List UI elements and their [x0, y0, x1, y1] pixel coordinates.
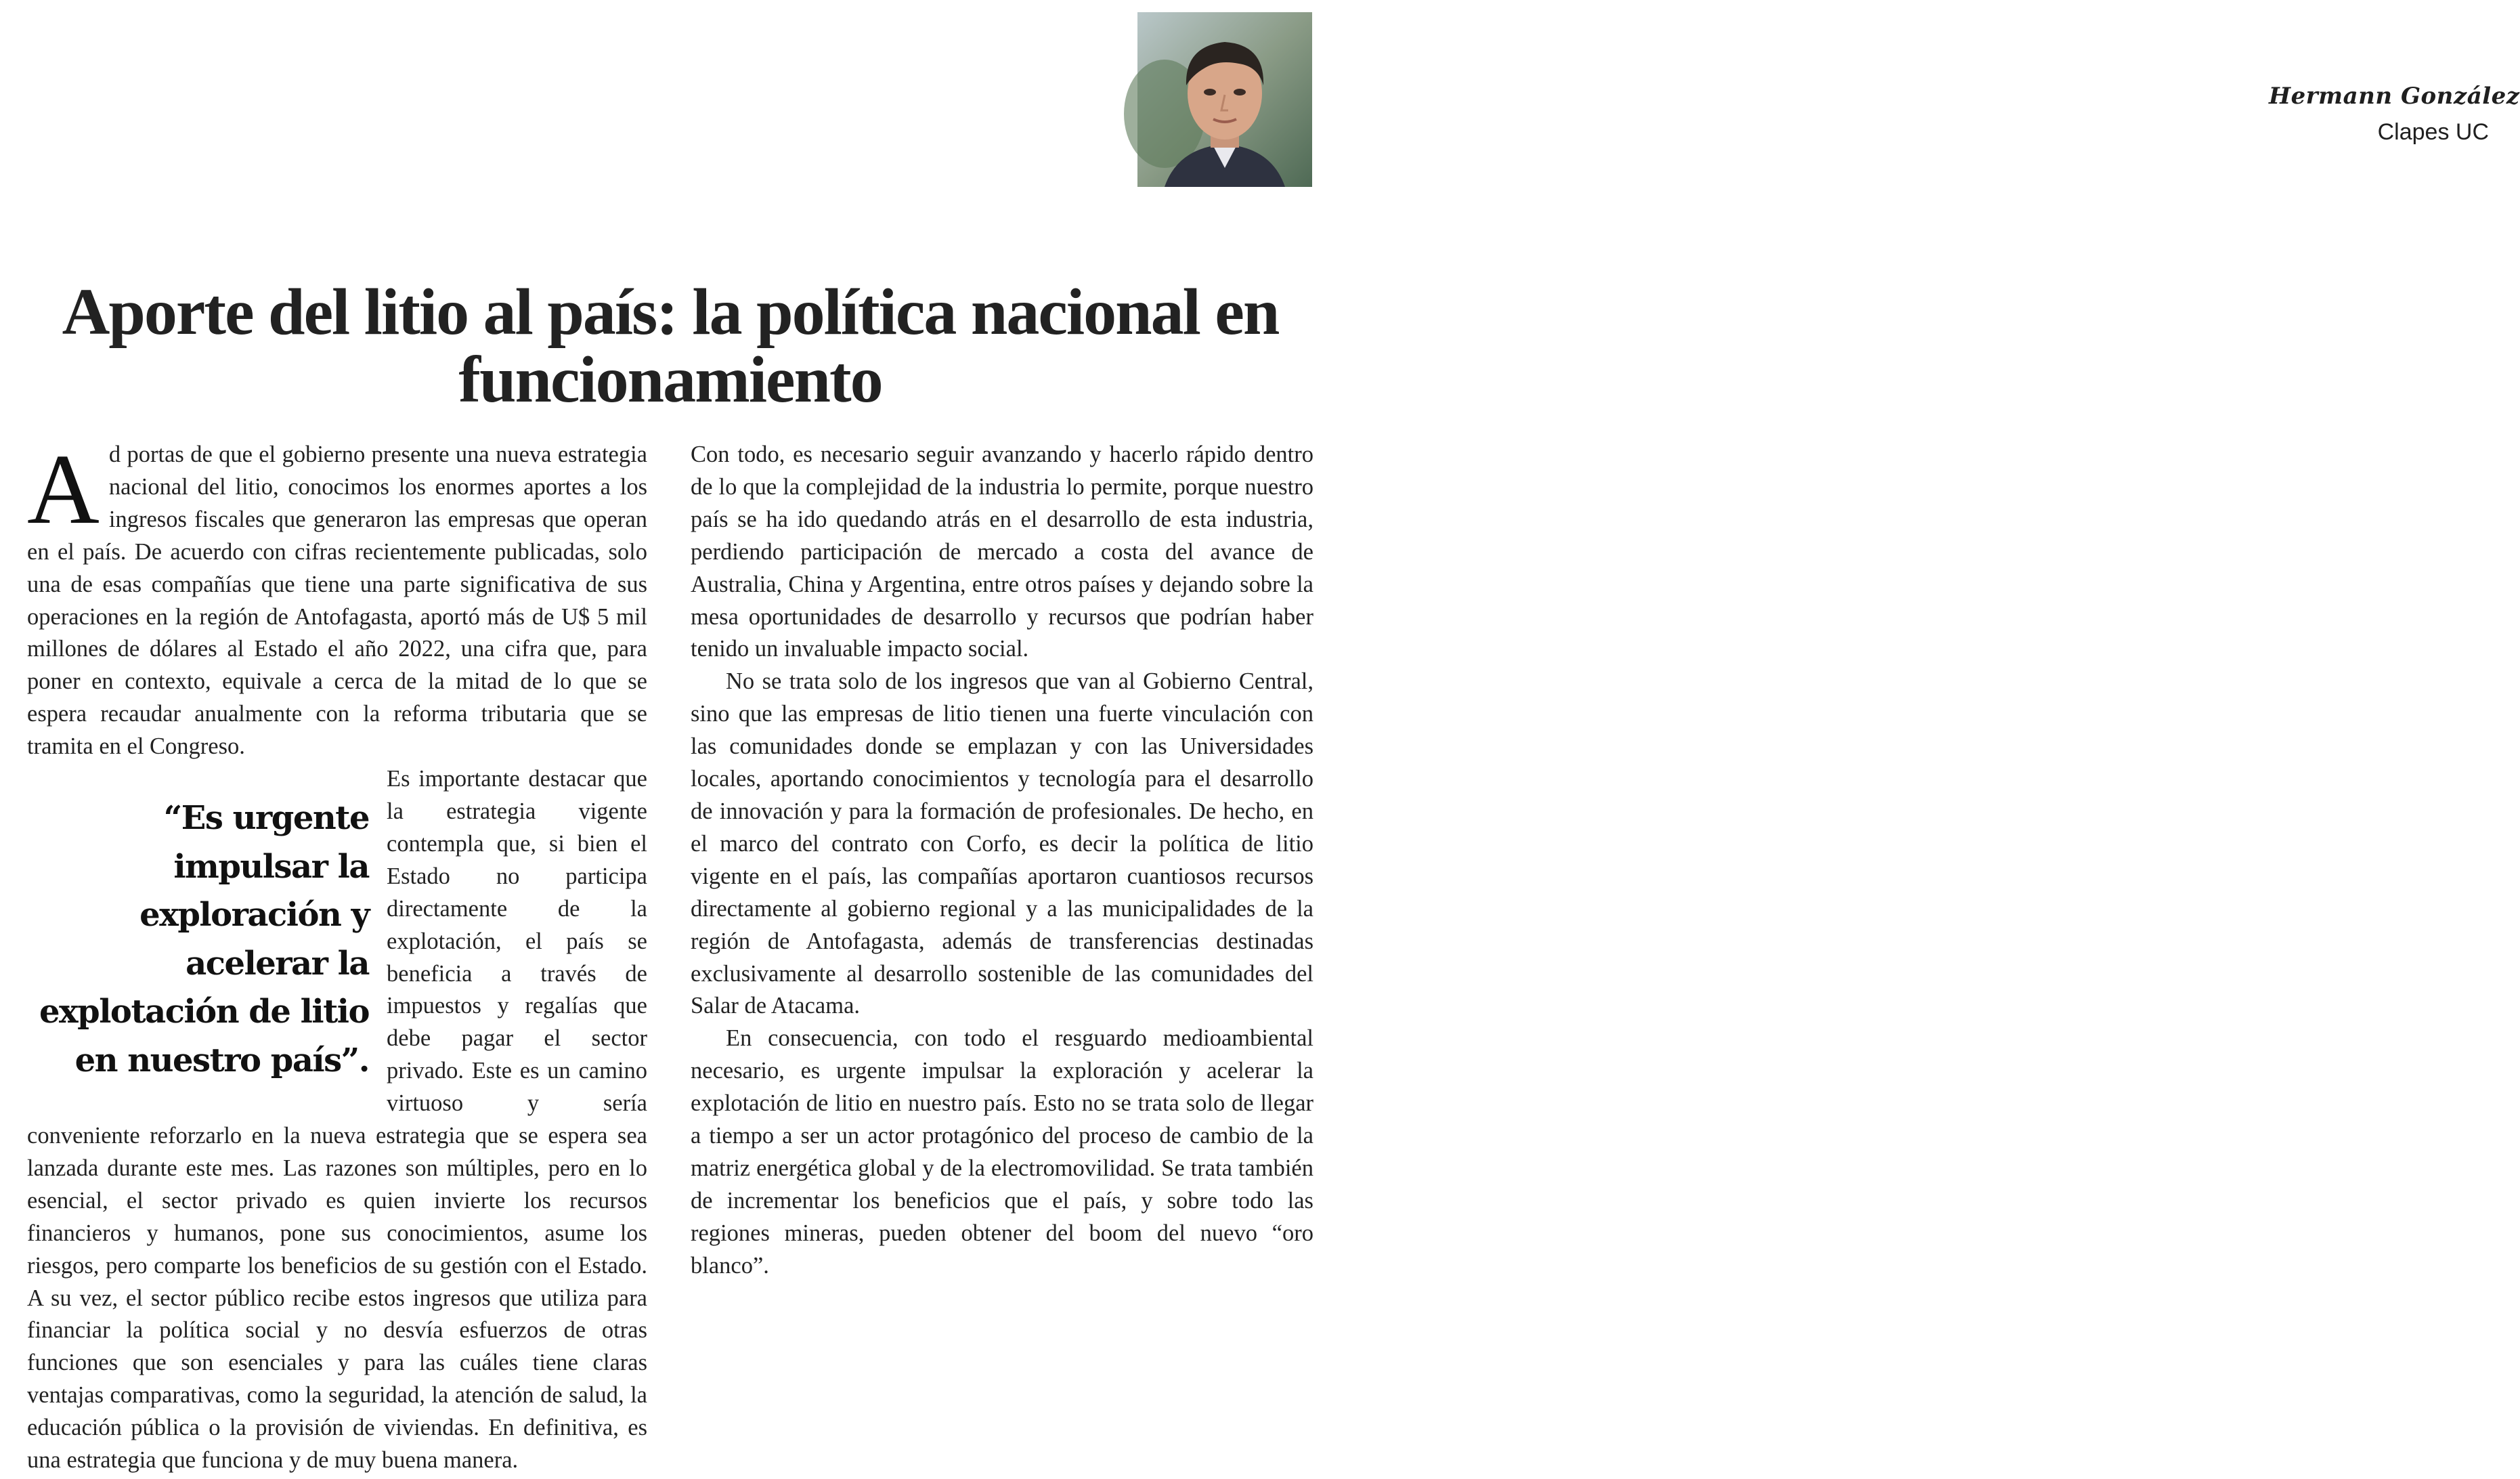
- paragraph-1: [27, 434, 647, 763]
- author-affiliation: Clapes UC: [2377, 119, 2489, 145]
- pull-quote: “Es urgente impulsar la exploración y acelerar la explotación de litio en nuestro país”.: [39, 799, 369, 1079]
- author-photo: [1137, 12, 1312, 187]
- paragraph-2: Es importante destacar que la estrategia vigente contempla que, si bien el Estado no participa directamente de la explotación, el país se beneficia a través de impuestos y regalías que debe pagar el sector privado. Este es un camino virtuoso y sería conveniente reforzarlo en la nueva estrategia que se espera sea lanzada durante este mes. Las razones son múltiples, pero en lo esencial, el sector privado es quien invierte los recursos financieros y humanos, pone sus conocimientos, asume los riesgos, pero comparte los beneficios de su gestión con el Estado. A su vez, el sector público recibe estos ingresos que utiliza para financiar la política social y no desvía esfuerzos de otras funciones que son esenciales y para las cuáles tiene claras ventajas comparativas, como la seguridad, la atención de salud, la educación pública o la provisión de viviendas. En definitiva, es una estrategia que funciona y de muy buena manera.: [27, 766, 647, 1474]
- paragraph-5: En consecuencia, con todo el resguardo medioambiental necesario, es urgente impulsar la exploración y acelerar la explotación de litio en nuestro país. Esto no se trata solo de llegar a tiempo a ser un actor protagónico del proceso de cambio de la matriz energética global y de la electromovilidad. Se trata también de incrementar los beneficios que el país, y sobre todo las regiones mineras, pueden obtener del boom del nuevo “oro blanco”.: [691, 1025, 1313, 1279]
- headline: Aporte del litio al país: la política nacional en funcionamiento: [62, 275, 1279, 416]
- paragraph-4: No se trata solo de los ingresos que van al Gobierno Central, sino que las empresas de litio tienen una fuerte vinculación con las comunidades donde se emplazan y con las Universidades locales, aportando conocimientos y tecnología para el desarrollo de innovación y para la formación de profesionales. De hecho, en el marco del contrato con Corfo, es decir la política de litio vigente en el país, las compañías aportaron cuantiosos recursos directamente al gobierno regional y a las municipalidades de la región de Antofagasta, además de transferencias destinadas exclusivamente al desarrollo sostenible de las comunidades del Salar de Atacama.: [691, 668, 1313, 1019]
- author-name: Hermann González: [2269, 83, 2520, 110]
- paragraph-1-text: d portas de que el gobierno presente una nueva estrategia nacional del litio, conocimos los enormes aportes a los ingresos fiscales que generaron las empresas que operan en el país. De acuerdo con cifras recientemente publicadas, solo una de esas compañías que tiene una parte significativa de sus operaciones en la región de Antofagasta, aportó más de U$ 5 mil millones de dólares al Estado el año 2022, una cifra que, para poner en contexto, equivale a cerca de la mitad de lo que se espera recaudar anualmente con la reforma tributaria que se tramita en el Congreso.: [27, 442, 647, 760]
- article-column-right: [691, 439, 1313, 1283]
- paragraph-3: Con todo, es necesario seguir avanzando y hacerlo rápido dentro de lo que la complejidad de la industria lo permite, porque nuestro país se ha ido quedando atrás en el desarrollo de esta industria, perdiendo participación de mercado a costa del avance de Australia, China y Argentina, entre otros países y dejando sobre la mesa oportunidades de desarrollo y recursos que podrían haber tenido un invaluable impacto social.: [691, 442, 1313, 662]
- dropcap: A: [27, 434, 100, 545]
- article-column-left: [27, 434, 647, 1477]
